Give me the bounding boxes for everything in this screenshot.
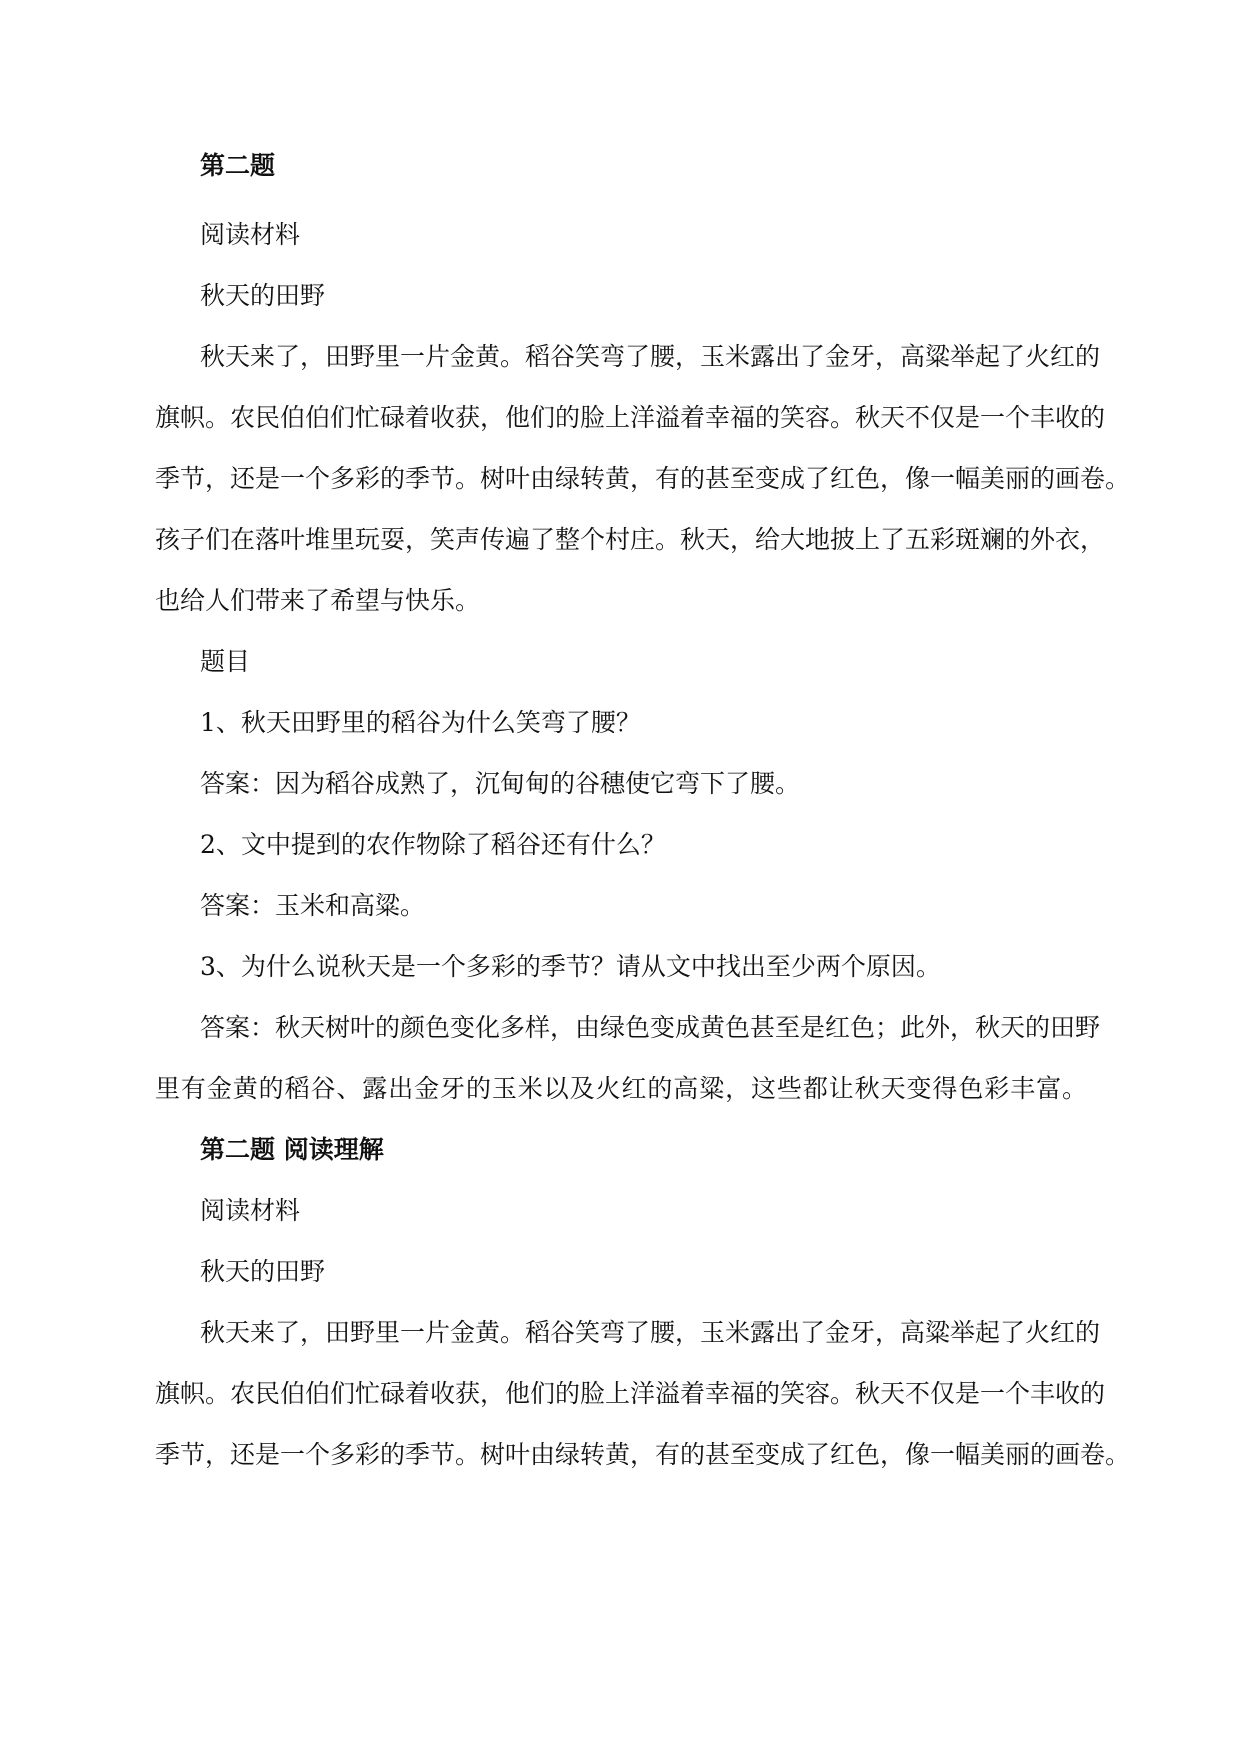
passage-line: 季节，还是一个多彩的季节。树叶由绿转黄，有的甚至变成了红色，像一幅美丽的画卷。 [155,1440,1131,1469]
question-3: 3、为什么说秋天是一个多彩的季节？请从文中找出至少两个原因。 [200,952,941,981]
passage-title: 秋天的田野 [200,1257,326,1286]
passage-title: 秋天的田野 [200,281,326,310]
passage-line: 季节，还是一个多彩的季节。树叶由绿转黄，有的甚至变成了红色，像一幅美丽的画卷。 [155,464,1131,493]
question-2: 2、文中提到的农作物除了稻谷还有什么？ [200,830,666,859]
answer-3-line: 答案：秋天树叶的颜色变化多样，由绿色变成黄色甚至是红色；此外，秋天的田野 [200,1013,1101,1042]
questions-label: 题目 [200,647,251,676]
material-label: 阅读材料 [200,220,301,249]
passage-line: 秋天来了，田野里一片金黄。稻谷笑弯了腰，玉米露出了金牙，高粱举起了火红的 [200,1318,1101,1347]
material-label: 阅读材料 [200,1196,301,1225]
answer-1: 答案：因为稻谷成熟了，沉甸甸的谷穗使它弯下了腰。 [200,769,801,798]
section-heading: 第二题 阅读理解 [200,1135,384,1164]
passage-line: 秋天来了，田野里一片金黄。稻谷笑弯了腰，玉米露出了金牙，高粱举起了火红的 [200,342,1101,371]
answer-3-line: 里有金黄的稻谷、露出金牙的玉米以及火红的高粱，这些都让秋天变得色彩丰富。 [155,1074,1087,1103]
section-heading: 第二题 [200,151,276,180]
question-1: 1、秋天田野里的稻谷为什么笑弯了腰？ [200,708,641,737]
passage-line: 也给人们带来了希望与快乐。 [155,586,481,615]
passage-line: 孩子们在落叶堆里玩耍，笑声传遍了整个村庄。秋天，给大地披上了五彩斑斓的外衣， [155,525,1106,554]
passage-line: 旗帜。农民伯伯们忙碌着收获，他们的脸上洋溢着幸福的笑容。秋天不仅是一个丰收的 [155,1379,1106,1408]
answer-2: 答案：玉米和高粱。 [200,891,426,920]
passage-line: 旗帜。农民伯伯们忙碌着收获，他们的脸上洋溢着幸福的笑容。秋天不仅是一个丰收的 [155,403,1106,432]
